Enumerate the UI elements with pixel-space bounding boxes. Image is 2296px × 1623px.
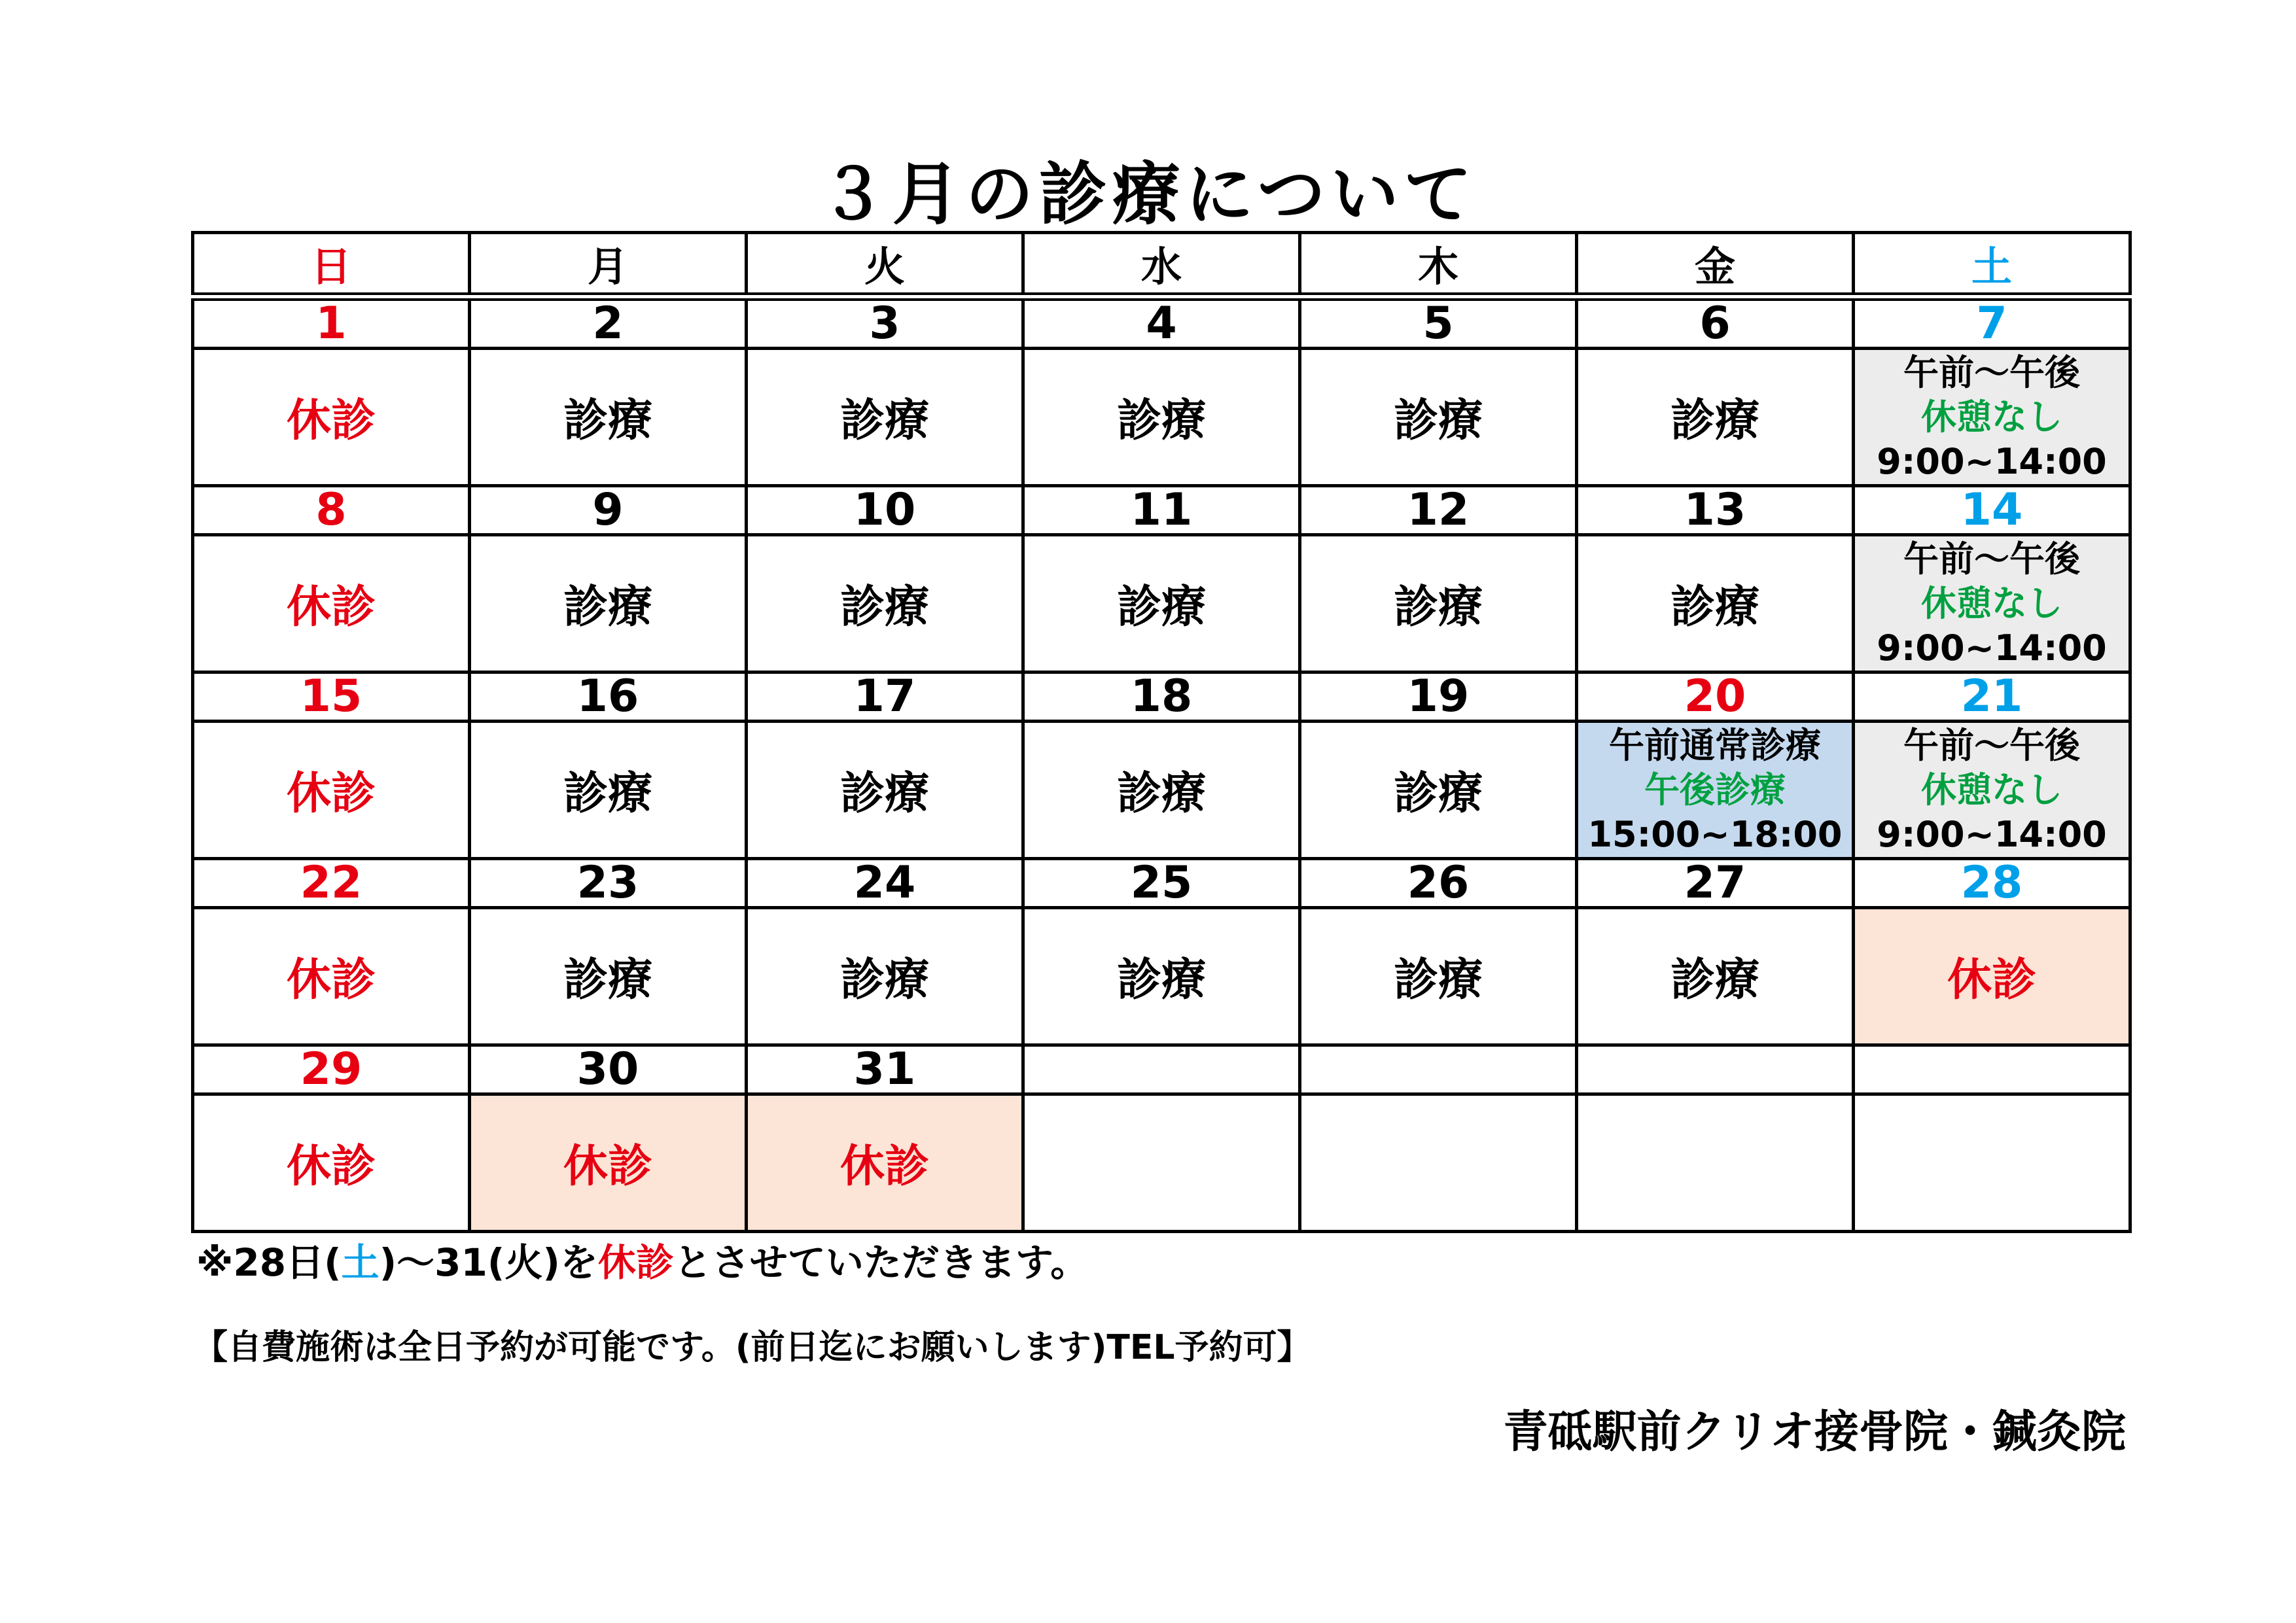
status-cell <box>747 349 1023 486</box>
open-label: 診療 <box>839 582 929 633</box>
weekday-header: 日 <box>193 233 470 297</box>
closure-notice-saturday: 土 <box>341 1240 380 1285</box>
status-cell <box>470 722 747 859</box>
closure-notice <box>196 1236 1088 1289</box>
schedule-line-title: 午前～午後 <box>1903 724 2080 766</box>
status-cell <box>1023 349 1300 486</box>
status-cell <box>1854 908 2130 1045</box>
closure-notice-part3: とさせていただきます。 <box>673 1240 1089 1285</box>
status-cell <box>1023 1094 1300 1232</box>
open-label: 診療 <box>1116 395 1206 447</box>
status-cell <box>747 1094 1023 1232</box>
date-cell: 23 <box>470 859 747 908</box>
closed-label: 休診 <box>1947 954 2036 1006</box>
date-row <box>193 297 2130 349</box>
status-cell <box>1854 349 2130 486</box>
date-cell: 30 <box>470 1045 747 1094</box>
status-cell <box>193 908 470 1045</box>
status-cell <box>1300 535 1577 672</box>
status-cell <box>1300 908 1577 1045</box>
open-label: 診療 <box>1393 582 1483 633</box>
weekday-header: 金 <box>1577 233 1854 297</box>
closed-label: 休診 <box>286 954 376 1006</box>
date-cell: 7 <box>1854 297 2130 349</box>
date-cell: 25 <box>1023 859 1300 908</box>
date-cell: 6 <box>1577 297 1854 349</box>
weekday-header: 水 <box>1023 233 1300 297</box>
closure-notice-closed: 休診 <box>597 1240 674 1285</box>
date-cell: 9 <box>470 486 747 535</box>
status-row <box>193 722 2130 859</box>
status-cell <box>470 535 747 672</box>
status-cell <box>193 722 470 859</box>
schedule-line-title: 午前～午後 <box>1903 351 2080 393</box>
date-cell: 29 <box>193 1045 470 1094</box>
closed-label: 休診 <box>286 1141 376 1193</box>
date-row <box>193 486 2130 535</box>
date-row <box>193 859 2130 908</box>
weekday-header-row <box>193 233 2130 297</box>
status-cell <box>1300 349 1577 486</box>
status-row <box>193 908 2130 1045</box>
schedule-line-note: 休憩なし <box>1921 582 2062 624</box>
open-label: 診療 <box>839 954 929 1006</box>
schedule-line-note: 休憩なし <box>1921 396 2062 438</box>
date-cell: 10 <box>747 486 1023 535</box>
status-cell <box>193 1094 470 1232</box>
clinic-name: 青砥駅前クリオ接骨院・鍼灸院 <box>1503 1406 2126 1458</box>
open-label: 診療 <box>1116 768 1206 820</box>
schedule-line-hours: 15:00~18:00 <box>1587 813 1843 855</box>
open-label: 診療 <box>563 768 652 820</box>
date-cell: 12 <box>1300 486 1577 535</box>
status-cell <box>1300 722 1577 859</box>
status-row <box>193 535 2130 672</box>
date-cell: 19 <box>1300 672 1577 722</box>
date-cell: 4 <box>1023 297 1300 349</box>
open-label: 診療 <box>1670 395 1759 447</box>
weekday-header: 土 <box>1854 233 2130 297</box>
status-cell <box>1854 1094 2130 1232</box>
schedule-line-note: 午後診療 <box>1644 769 1786 811</box>
open-label: 診療 <box>563 395 652 447</box>
open-label: 診療 <box>839 395 929 447</box>
schedule-line-hours: 9:00~14:00 <box>1877 813 2107 855</box>
weekday-header: 月 <box>470 233 747 297</box>
status-cell <box>1854 722 2130 859</box>
closure-notice-part2: )～31(火)を <box>379 1240 598 1285</box>
schedule-line-note: 休憩なし <box>1921 769 2062 811</box>
date-cell: 22 <box>193 859 470 908</box>
status-cell <box>1577 722 1854 859</box>
weekday-header: 火 <box>747 233 1023 297</box>
date-cell: 27 <box>1577 859 1854 908</box>
open-label: 診療 <box>1393 954 1483 1006</box>
status-cell <box>470 349 747 486</box>
open-label: 診療 <box>563 582 652 633</box>
status-cell <box>747 535 1023 672</box>
status-cell <box>1577 535 1854 672</box>
closed-label: 休診 <box>286 582 376 633</box>
closure-notice-part1: ※28日( <box>196 1240 342 1285</box>
open-label: 診療 <box>1393 395 1483 447</box>
status-cell <box>747 722 1023 859</box>
date-cell: 1 <box>193 297 470 349</box>
status-cell <box>193 349 470 486</box>
open-label: 診療 <box>563 954 652 1006</box>
date-row <box>193 1045 2130 1094</box>
date-cell: 3 <box>747 297 1023 349</box>
schedule-line-hours: 9:00~14:00 <box>1877 627 2107 669</box>
weekday-header: 木 <box>1300 233 1577 297</box>
date-cell: 31 <box>747 1045 1023 1094</box>
status-cell <box>1023 535 1300 672</box>
open-label: 診療 <box>1393 768 1483 820</box>
calendar-table <box>191 231 2132 1233</box>
date-cell <box>1854 1045 2130 1094</box>
date-cell: 17 <box>747 672 1023 722</box>
date-cell: 21 <box>1854 672 2130 722</box>
schedule-line-title: 午前～午後 <box>1903 538 2080 580</box>
date-row <box>193 672 2130 722</box>
status-cell <box>1577 1094 1854 1232</box>
date-cell: 16 <box>470 672 747 722</box>
open-label: 診療 <box>1670 954 1759 1006</box>
status-cell <box>470 908 747 1045</box>
closed-label: 休診 <box>839 1141 929 1193</box>
status-cell <box>1023 722 1300 859</box>
date-cell: 14 <box>1854 486 2130 535</box>
open-label: 診療 <box>1670 582 1759 633</box>
date-cell: 13 <box>1577 486 1854 535</box>
status-cell <box>1854 535 2130 672</box>
date-cell: 5 <box>1300 297 1577 349</box>
schedule-line-title: 午前通常診療 <box>1609 724 1821 766</box>
page-title: ３月の診療について <box>819 154 1477 234</box>
date-cell: 15 <box>193 672 470 722</box>
reservation-notice: 【自費施術は全日予約が可能です。(前日迄にお願いします)TEL予約可】 <box>194 1328 1311 1367</box>
date-cell <box>1577 1045 1854 1094</box>
open-label: 診療 <box>839 768 929 820</box>
date-cell: 11 <box>1023 486 1300 535</box>
closed-label: 休診 <box>286 768 376 820</box>
status-cell <box>747 908 1023 1045</box>
closed-label: 休診 <box>563 1141 652 1193</box>
date-cell <box>1023 1045 1300 1094</box>
date-cell: 8 <box>193 486 470 535</box>
open-label: 診療 <box>1116 954 1206 1006</box>
status-cell <box>1023 908 1300 1045</box>
schedule-line-hours: 9:00~14:00 <box>1877 440 2107 482</box>
date-cell: 2 <box>470 297 747 349</box>
status-row <box>193 1094 2130 1232</box>
open-label: 診療 <box>1116 582 1206 633</box>
status-cell <box>1577 908 1854 1045</box>
date-cell: 20 <box>1577 672 1854 722</box>
date-cell: 26 <box>1300 859 1577 908</box>
date-cell: 28 <box>1854 859 2130 908</box>
status-row <box>193 349 2130 486</box>
status-cell <box>470 1094 747 1232</box>
date-cell: 18 <box>1023 672 1300 722</box>
closed-label: 休診 <box>286 395 376 447</box>
status-cell <box>193 535 470 672</box>
status-cell <box>1577 349 1854 486</box>
date-cell <box>1300 1045 1577 1094</box>
status-cell <box>1300 1094 1577 1232</box>
date-cell: 24 <box>747 859 1023 908</box>
